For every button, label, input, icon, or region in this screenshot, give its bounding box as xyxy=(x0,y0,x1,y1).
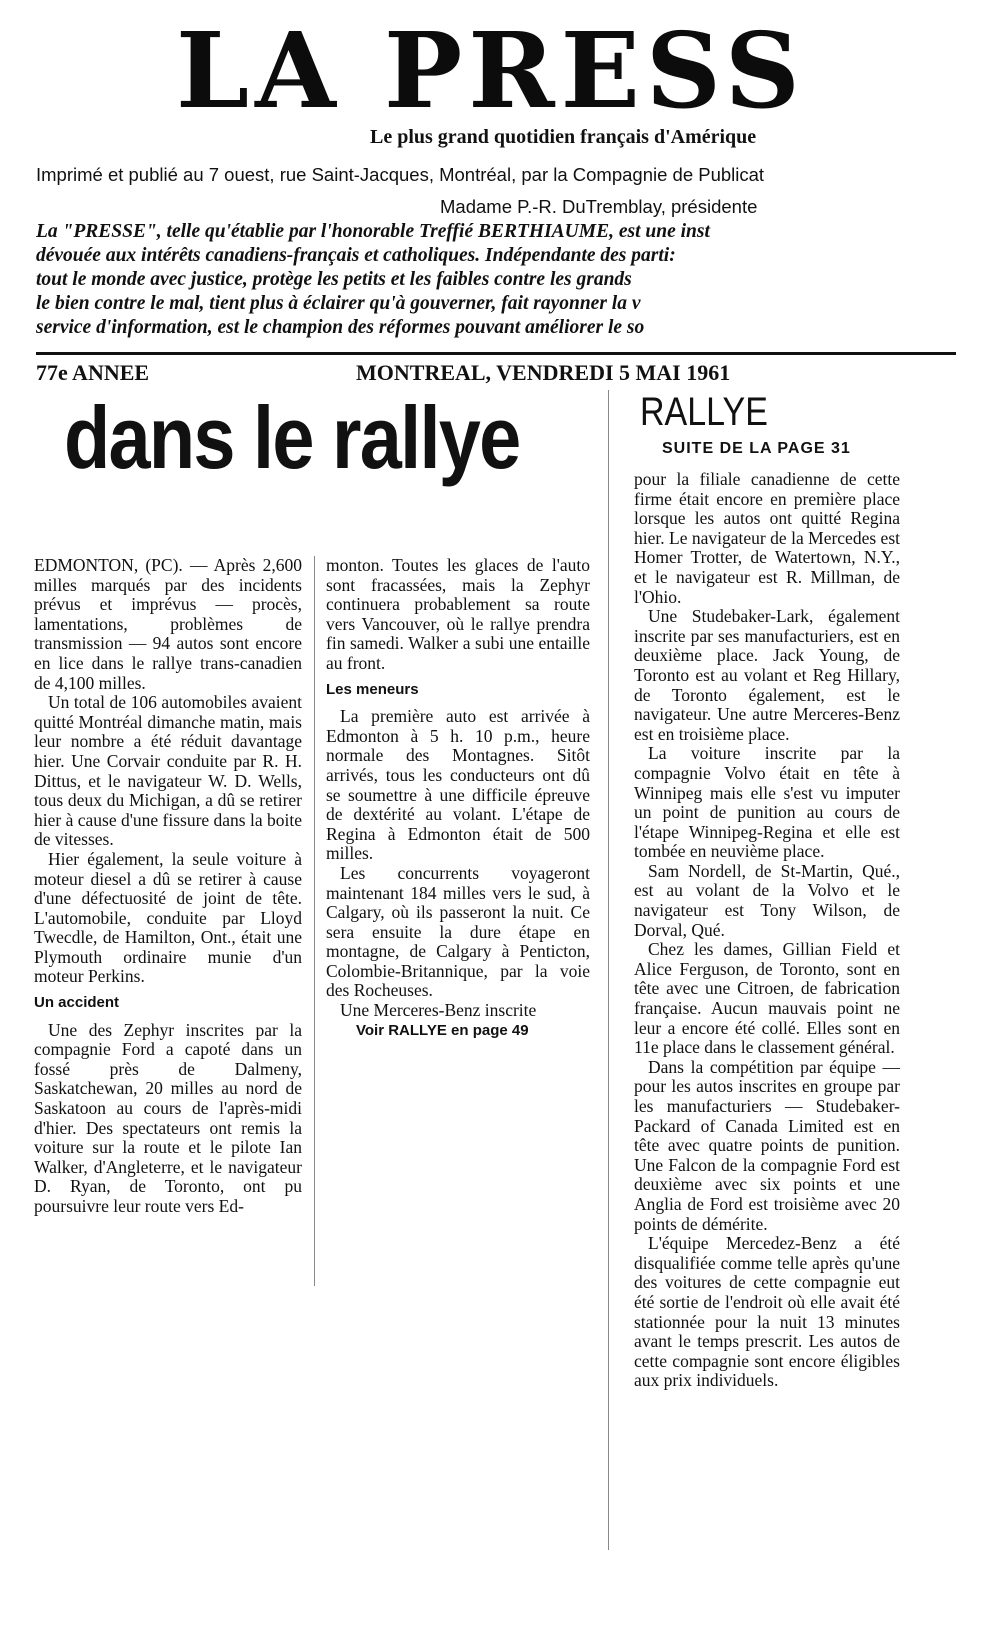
mission-line: le bien contre le mal, tient plus à éclairer qu'à gouverner, fait rayonner la v xyxy=(36,293,641,314)
continuation-label: SUITE DE LA PAGE 31 xyxy=(662,440,851,457)
mission-statement xyxy=(36,220,956,340)
edition-label: 77e ANNEE xyxy=(36,360,150,385)
mission-line: La "PRESSE", telle qu'établie par l'honorable Treffié BERTHIAUME, est une inst xyxy=(36,221,710,242)
paragraph: monton. Toutes les glaces de l'auto sont fracassées, mais la Zephyr continuera probablement sa route vers Vancouver, où le rallye prendra fin samedi. Walker a subi une entaille au front. xyxy=(326,555,590,673)
paragraph: Sam Nordell, de St-Martin, Qué., est au volant de la Volvo et le navigateur est Tony Wilson, de Dorval, Qué. xyxy=(634,860,900,940)
president-line: Madame P.-R. DuTremblay, présidente xyxy=(440,196,758,217)
subheading: Un accident xyxy=(34,994,120,1012)
article-column-1 xyxy=(34,556,302,1217)
header-rule xyxy=(36,352,956,355)
newspaper-title: LA PRESS xyxy=(176,22,806,122)
paragraph: EDMONTON, (PC). — Après 2,600 milles marqués par des incidents prévus et imprévus — procès, lamentations, problèmes de transmission — 94 autos sont encore en lice dans le rallye trans-canadien de 4,100 milles. xyxy=(34,555,302,693)
article-column-2 xyxy=(326,556,590,1040)
column-divider xyxy=(314,556,315,1286)
paragraph: La première auto est arrivée à Edmonton à 5 h. 10 p.m., heure normale des Montagnes. Sitôt arrivés, tous les conducteurs ont dû se soumettre à une difficile épreuve de dextérité au volant. L'étape de Regina à Edmonton était de 500 milles. xyxy=(326,706,590,864)
article-column-3 xyxy=(634,470,900,1391)
paragraph: Chez les dames, Gillian Field et Alice Ferguson, de Toronto, sont en tête avec une Citroen, de fabrication française. Aucun mauvais point ne leur a encore été collé. Elles sont en 11e place dans le classement général. xyxy=(634,939,900,1058)
mission-line: tout le monde avec justice, protège les petits et les faibles contre les grands xyxy=(36,269,632,290)
paragraph: La voiture inscrite par la compagnie Volvo était en tête à Winnipeg mais elle s'est vu imputer un point de punition au cours de l'étape Winnipeg-Regina et elle est tombée en neuvième place. xyxy=(634,743,900,862)
publisher-line: Imprimé et publié au 7 ouest, rue Saint-Jacques, Montréal, par la Compagnie de Publicat xyxy=(36,164,765,185)
paragraph: Les concurrents voyageront maintenant 184 milles vers le sud, à Calgary, où ils passeront la nuit. Ce sera ensuite la dure étape en montagne, de Calgary à Penticton, Colombie-Britannique, par la voie des Rocheuses. xyxy=(326,862,590,1001)
mission-line: service d'information, est le champion des réformes pouvant améliorer le so xyxy=(36,317,645,338)
masthead xyxy=(0,22,981,122)
paragraph: pour la filiale canadienne de cette firme était encore en première place lorsque les autos ont quitté Regina hier. Le navigateur de la Mercedes est Homer Trotter, de Watertown, N.Y., et le navigateur est R. Millman, de l'Ohio. xyxy=(634,469,900,607)
paragraph: Un total de 106 automobiles avaient quitté Montréal dimanche matin, mais leur nombre a été réduit davantage hier. Une Corvair conduite par R. H. Dittus, et le navigateur W. D. Wells, tous deux du Michigan, a dû se retirer hier à cause d'une fissure dans la boite de vitesses. xyxy=(34,692,302,850)
paragraph: Une des Zephyr inscrites par la compagnie Ford a capoté dans un fossé près de Dalmeny, Saskatchewan, 20 milles au nord de Saskatoon au cours de l'après-midi d'hier. Des spectateurs ont remis la voiture sur la route et le pilote Ian Walker, d'Angleterre, et le navigateur D. Ryan, de Toronto, ont pu poursuivre leur route vers Ed- xyxy=(34,1019,302,1216)
subheading: Les meneurs xyxy=(326,680,419,698)
paragraph: Une Studebaker-Lark, également inscrite par ses manufacturiers, est en deuxième place. Jack Young, de Toronto est au volant et Reg Hillary, de Toronto également, est le navigateur. Une autre Merceres-Benz est en troisième place. xyxy=(634,606,900,744)
paragraph: L'équipe Mercedez-Benz a été disqualifiée comme telle après qu'une des voitures de cette compagnie eut été sortie de l'endroit où elle avait été stationnée pour la nuit 13 minutes avant le temps prescrit. Les autos de cette compagnie sont encore éligibles aux prix individuels. xyxy=(634,1233,900,1391)
tagline: Le plus grand quotidien français d'Amérique xyxy=(370,126,757,148)
paragraph: Dans la compétition par équipe — pour les autos inscrites en groupe par les manufacturiers — Studebaker-Packard of Canada Limited est en tête avec quatre points de punition. Une Falcon de la compagnie Ford est deuxième avec six points et une Anglia de Ford est troisième avec 20 points de démérite. xyxy=(634,1056,900,1234)
paragraph: Hier également, la seule voiture à moteur diesel a dû se retirer à cause d'une défectuosité de joint de tête. L'automobile, conduite par Lloyd Twecdle, de Hamilton, Ont., était une Plymouth ordinaire munie d'un moteur Perkins. xyxy=(34,848,302,987)
continuation-reference: Voir RALLYE en page 49 xyxy=(356,1021,529,1039)
dateline: MONTREAL, VENDREDI 5 MAI 1961 xyxy=(356,360,731,385)
article-headline: dans le rallye xyxy=(64,388,520,487)
column-divider xyxy=(608,390,609,1550)
continuation-title: RALLYE xyxy=(640,390,768,434)
mission-line: dévouée aux intérêts canadiens-français et catholiques. Indépendante des parti: xyxy=(36,245,676,266)
paragraph: Une Merceres-Benz inscrite xyxy=(340,1000,537,1021)
